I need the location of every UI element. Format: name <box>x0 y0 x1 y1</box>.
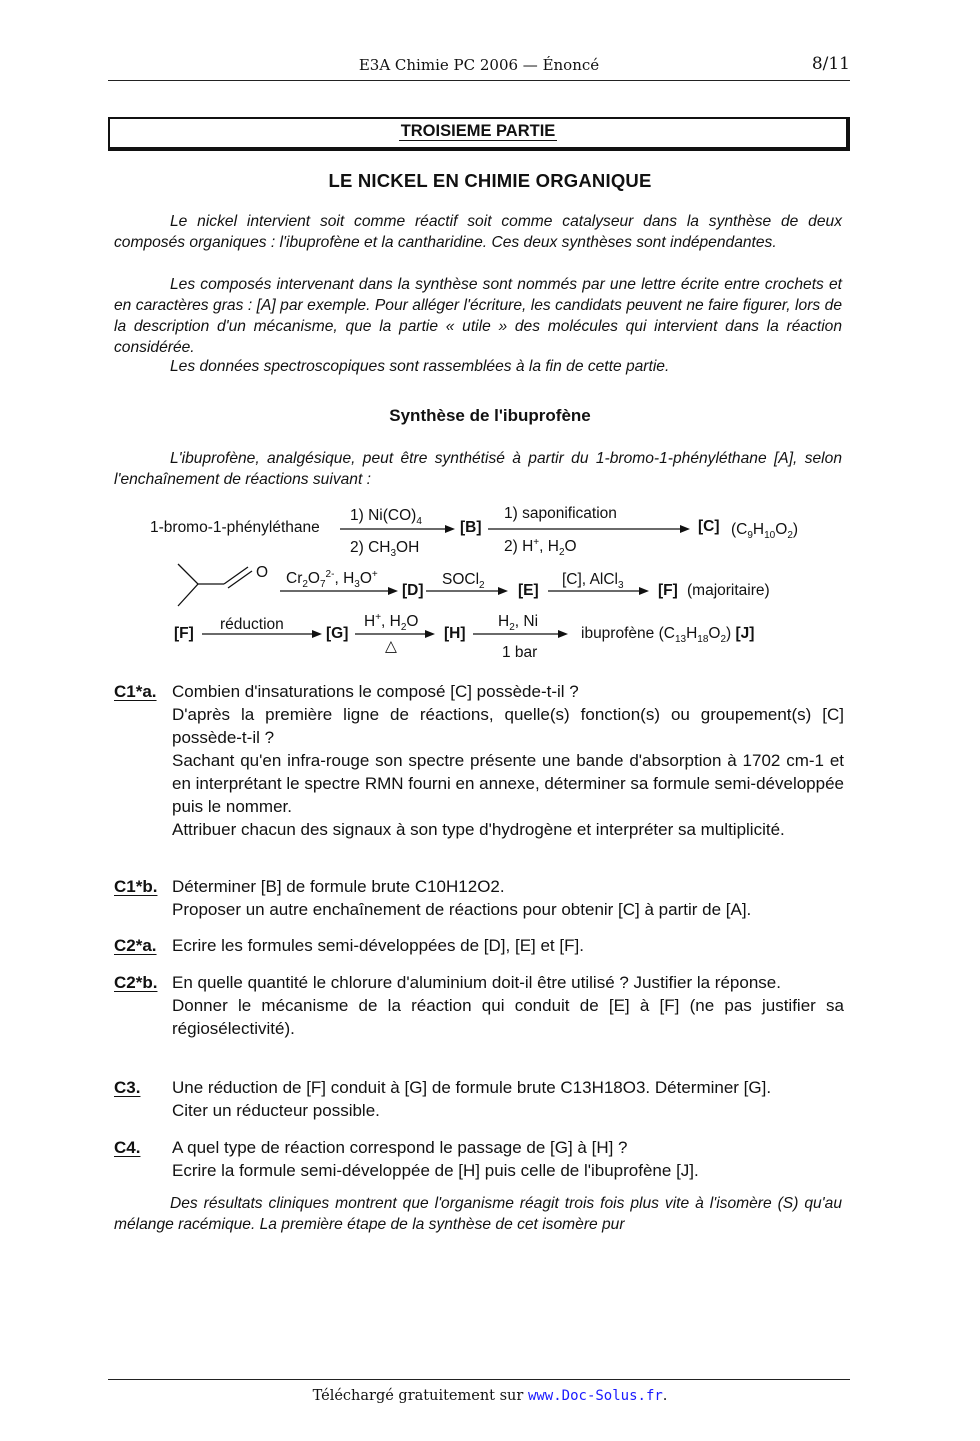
question-label: C4. <box>114 1138 141 1157</box>
reagent-7-top: H+, $H_2O$ <box>364 611 419 634</box>
page-header <box>108 54 850 81</box>
compound-F: [F] <box>658 582 678 599</box>
compound-E: [E] <box>518 582 539 599</box>
product-name: ibuprofène $(C_{13}H_{18}O_2)$ [J] <box>581 625 755 646</box>
question-label: C2*b. <box>114 973 158 992</box>
heat-symbol: △ <box>385 638 397 655</box>
scheme-start: 1-bromo-1-phényléthane <box>150 519 320 536</box>
intro-paragraph-2: Les composés intervenant dans la synthèse sont nommés par une lettre écrite entre crochets et en caractères gras : [A] par exemple. Pour alléger l'écriture, les candidats peuvent ne faire figurer, lors de la description d'un mécanisme, que la partie « utile » des molécules qui intervient dans la réaction considérée. <box>114 276 842 356</box>
ketone-oxygen: O <box>256 564 269 581</box>
reagent-1-top: 1) $Ni(CO)_4$ <box>350 507 422 528</box>
question-label: C3. <box>114 1078 141 1097</box>
closing-paragraph: Des résultats cliniques montrent que l'organisme réagit trois fois plus vite à l'isomère (S) qu'au mélange racémique. La première étape de la synthèse de cet isomère pur <box>114 1195 842 1233</box>
compound-F-note: (majoritaire) <box>687 582 770 599</box>
compound-C: [C] <box>698 518 720 535</box>
part-banner <box>108 117 850 151</box>
ketone-skeleton <box>178 564 252 606</box>
footer-divider <box>108 1379 850 1380</box>
reagent-5: [C], AlCl$_3$ <box>562 571 624 592</box>
reagent-8-bottom: 1 bar <box>502 644 538 661</box>
page-footer: Téléchargé gratuitement sur www.Doc-Solus.fr. <box>312 1388 668 1404</box>
section-title: Synthèse de l'ibuprofène <box>389 406 591 425</box>
question-label: C2*a. <box>114 936 157 955</box>
question-label: C1*a. <box>114 682 157 701</box>
header-title: E3A Chimie PC 2006 — Énoncé <box>358 56 600 74</box>
question-C2a: C2*a. Ecrire les formules semi-développées de [D], [E] et [F]. <box>114 936 584 955</box>
compound-F-start: [F] <box>174 625 194 642</box>
compound-G: [G] <box>326 625 349 642</box>
reagent-2-top: 1) saponification <box>504 505 617 522</box>
reagent-6: réduction <box>220 616 284 633</box>
question-C4: C4. A quel type de réaction correspond le passage de [G] à [H] ? Ecrire la formule semi-développée de [H] puis celle de l'ibuprofène [J]. <box>114 1138 699 1180</box>
intro-paragraph-1: Le nickel intervient soit comme réactif soit comme catalyseur dans la synthèse de deux composés organiques : l'ibuprofène et la cantharidine. Ces deux synthèses sont indépendantes. <box>114 213 842 251</box>
intro-paragraph-3: Les données spectroscopiques sont rassemblées à la fin de cette partie. <box>170 358 670 375</box>
question-C1b: C1*b. Déterminer [B] de formule brute C10H12O2. Proposer un autre enchaînement de réactions pour obtenir [C] à partir de [A]. <box>114 877 752 919</box>
question-C3: C3. Une réduction de [F] conduit à [G] de formule brute C13H18O3. Déterminer [G]. Citer un réducteur possible. <box>114 1078 772 1120</box>
part-label: TROISIEME PARTIE <box>400 122 556 140</box>
reagent-1-bottom: 2) $CH_3OH$ <box>350 539 420 560</box>
question-C1a: C1*a. Combien d'insaturations le composé [C] possède-t-il ? D'après la première ligne de réactions, quelle(s) fonction(s) ou groupement(s) [C] possède-t-il ? Sachant qu'en infra-rouge son spectre présente une bande d'absorption à 1702 cm-1 et en interprétant le spectre RMN fourni en annexe, déterminer sa formule semi-développée puis le nommer. Attribuer chacun des signaux à son type d'hydrogène et interpréter sa multiplicité. <box>114 682 844 839</box>
footer-text: Téléchargé gratuitement sur <box>312 1388 524 1404</box>
reagent-2-bottom: 2) H+, $H_2O$ <box>504 536 577 559</box>
main-title: LE NICKEL EN CHIMIE ORGANIQUE <box>328 170 652 191</box>
reagent-8-top: $H_2$, Ni <box>498 613 539 634</box>
reaction-scheme <box>140 500 840 670</box>
section-intro: L'ibuprofène, analgésique, peut être synthétisé à partir du 1-bromo-1-phényléthane [A], selon l'enchaînement de réactions suivant : <box>114 450 842 488</box>
question-C2b: C2*b. En quelle quantité le chlorure d'aluminium doit-il être utilisé ? Justifier la réponse. Donner le mécanisme de la réaction qui conduit de [E] à [F] (ne pas justifier sa régiosélectivité). <box>114 973 844 1038</box>
compound-B: [B] <box>460 519 482 536</box>
reagent-3: $Cr_2O_7^{2-}$, $H_3O^+$ <box>286 568 378 591</box>
doc-solus-link[interactable]: www.Doc-Solus.fr <box>527 1388 663 1404</box>
page-number: 8/11 <box>811 54 850 74</box>
compound-D: [D] <box>402 582 424 599</box>
question-label: C1*b. <box>114 877 158 896</box>
compound-C-formula: $(C_9H_{10}O_2)$ <box>731 521 799 542</box>
compound-H: [H] <box>444 625 466 642</box>
reagent-4: SOCl$_2$ <box>442 571 485 592</box>
